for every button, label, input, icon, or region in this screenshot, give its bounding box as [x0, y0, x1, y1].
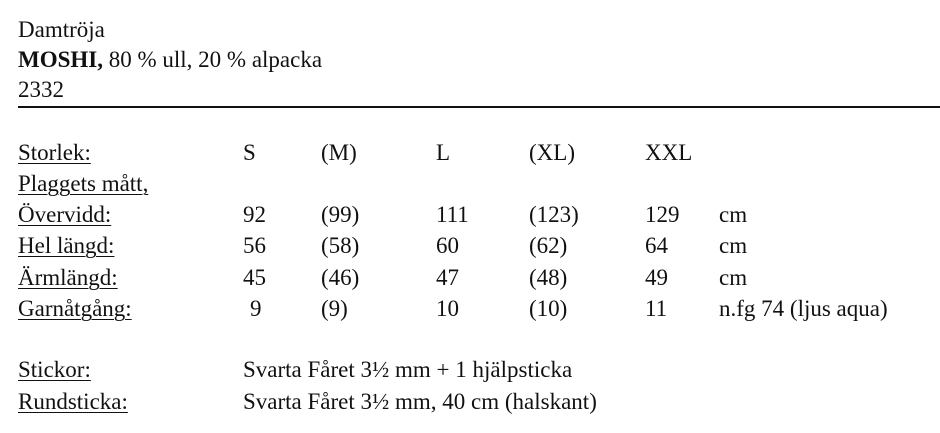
row-value: 92 [243, 202, 266, 227]
row-value: 45 [243, 265, 266, 290]
row-value: 11 [645, 296, 668, 321]
row-value: 64 [645, 233, 668, 258]
row-value: (58) [321, 233, 360, 258]
pattern-number: 2332 [18, 77, 64, 102]
row-label: Hel längd: [18, 233, 115, 258]
yarn-name: MOSHI, [18, 47, 103, 72]
row-value: 60 [436, 233, 459, 258]
yarn-line [18, 46, 322, 74]
row-value: (9) [321, 296, 348, 321]
row-value: (48) [529, 265, 568, 290]
size-s: S [243, 140, 256, 165]
size-xl: (XL) [529, 140, 575, 165]
size-xxl: XXL [645, 140, 693, 165]
row-value: 111 [436, 202, 469, 227]
row-value: 49 [645, 265, 668, 290]
row-label: Övervidd: [18, 202, 112, 227]
row-value: (123) [529, 202, 579, 227]
row-label: Garnåtgång: [18, 296, 132, 321]
garment-title: Damtröja [18, 17, 105, 42]
row-label: Ärmlängd: [18, 265, 118, 290]
row-value: 9 [250, 296, 262, 321]
needles-label: Stickor: [18, 357, 91, 382]
row-value: 129 [645, 202, 680, 227]
header-divider [18, 106, 940, 108]
circular-needle-label: Rundsticka: [18, 389, 128, 414]
needles-value: Svarta Fåret 3½ mm + 1 hjälpsticka [243, 357, 573, 382]
yarn-content: 80 % ull, 20 % alpacka [102, 47, 323, 72]
measurements-heading: Plaggets mått, [18, 171, 149, 196]
row-unit: cm [719, 265, 748, 290]
size-l: L [436, 140, 451, 165]
row-unit: n.fg 74 (ljus aqua) [719, 296, 888, 321]
row-unit: cm [719, 233, 748, 258]
row-value: 56 [243, 233, 266, 258]
sizes-label: Storlek: [18, 140, 91, 165]
row-unit: cm [719, 202, 748, 227]
row-value: (62) [529, 233, 568, 258]
size-m: (M) [321, 140, 357, 165]
row-value: 47 [436, 265, 459, 290]
row-value: (46) [321, 265, 360, 290]
circular-needle-value: Svarta Fåret 3½ mm, 40 cm (halskant) [243, 389, 597, 414]
row-value: 10 [436, 296, 459, 321]
row-value: (99) [321, 202, 360, 227]
row-value: (10) [529, 296, 568, 321]
